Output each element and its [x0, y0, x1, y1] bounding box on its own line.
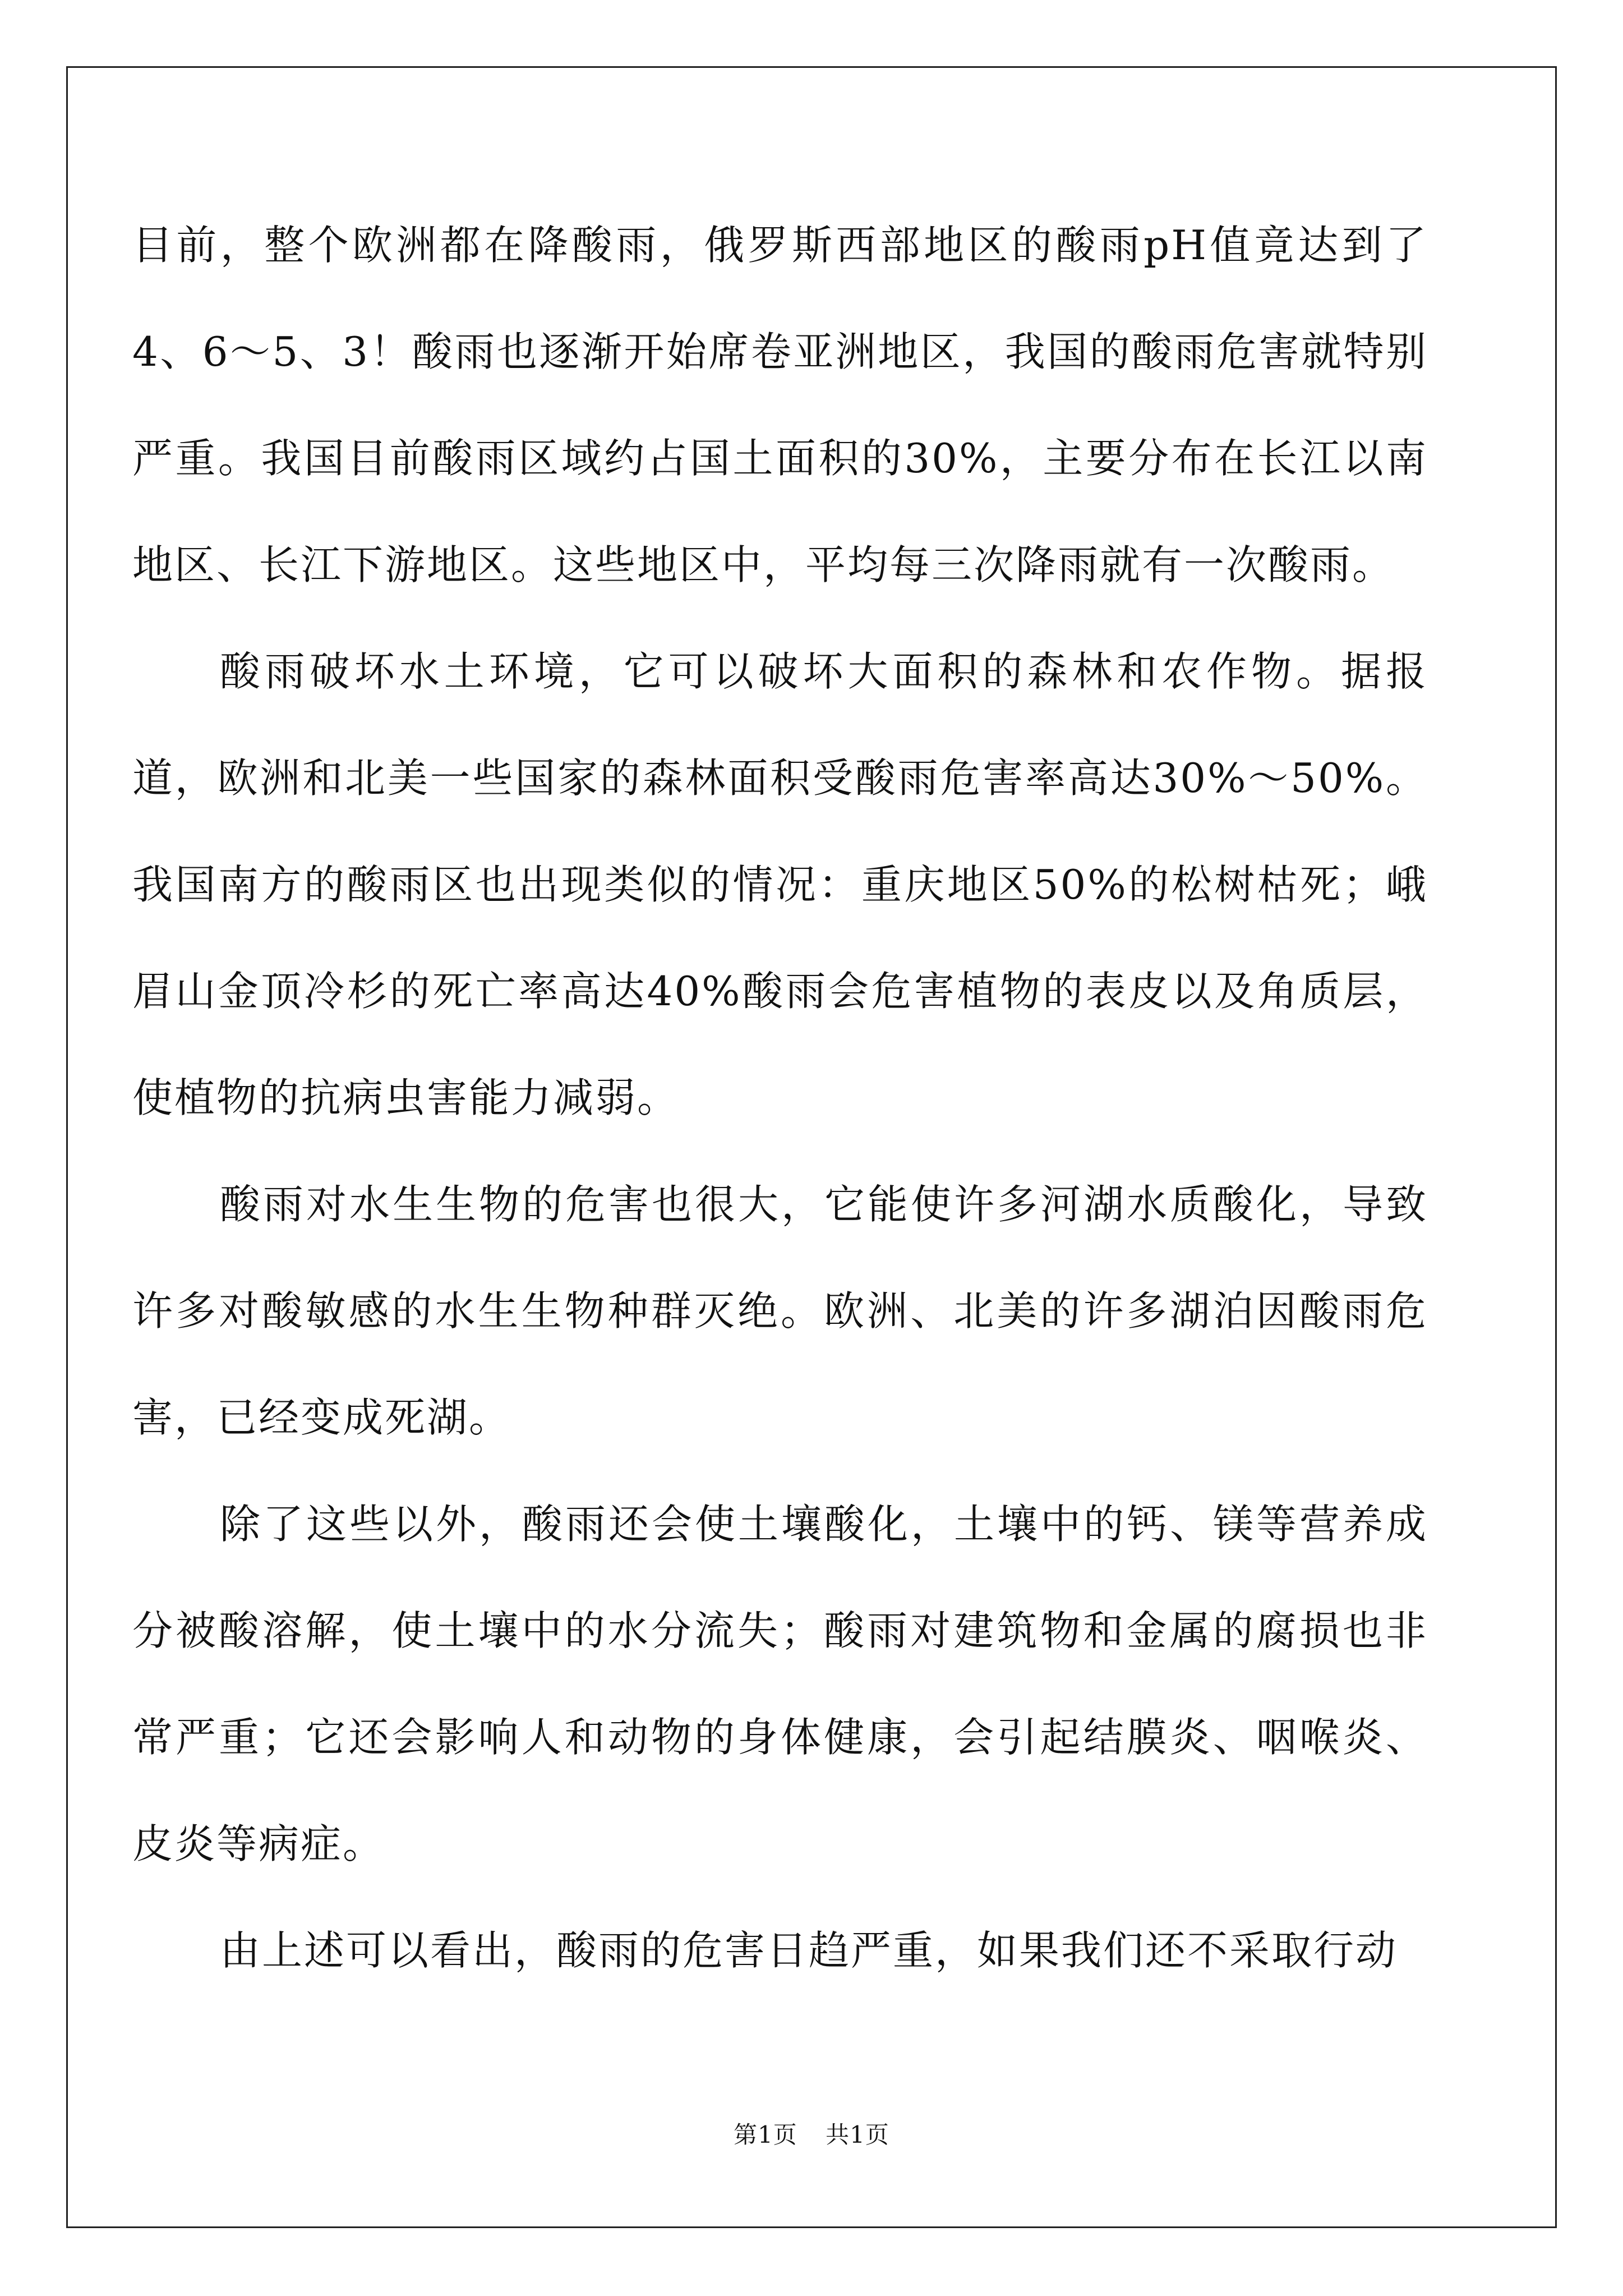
paragraph-4: 除了这些以外，酸雨还会使土壤酸化，土壤中的钙、镁等营养成分被酸溶解，使土壤中的水分流失；酸雨对建筑物和金属的腐损也非常严重；它还会影响人和动物的身体健康，会引起结膜炎、咽喉炎、皮炎等病症。	[132, 1501, 1428, 1867]
page-number: 第1页	[734, 2121, 797, 2148]
paragraph-3: 酸雨对水生生物的危害也很大，它能使许多河湖水质酸化，导致许多对酸敏感的水生生物种群灭绝。欧洲、北美的许多湖泊因酸雨危害，已经变成死湖。	[132, 1181, 1428, 1441]
paragraph-5: 由上述可以看出，酸雨的危害日趋严重，如果我们还不采取行动	[220, 1927, 1398, 1974]
document-body	[132, 192, 1428, 2004]
paragraph-1: 目前，整个欧洲都在降酸雨，俄罗斯西部地区的酸雨pH值竟达到了4、6～5、3！酸雨也逐渐开始席卷亚洲地区，我国的酸雨危害就特别严重。我国目前酸雨区域约占国土面积的30%，主要分布在长江以南地区、长江下游地区。这些地区中，平均每三次降雨就有一次酸雨。	[132, 222, 1428, 588]
paragraph-2: 酸雨破坏水土环境，它可以破坏大面积的森林和农作物。据报道，欧洲和北美一些国家的森林面积受酸雨危害率高达30%～50%。我国南方的酸雨区也出现类似的情况：重庆地区50%的松树枯死；峨眉山金顶冷杉的死亡率高达40%酸雨会危害植物的表皮以及角质层，使植物的抗病虫害能力减弱。	[132, 648, 1428, 1121]
page-total: 共1页	[826, 2121, 889, 2148]
page-footer	[0, 2118, 1623, 2152]
